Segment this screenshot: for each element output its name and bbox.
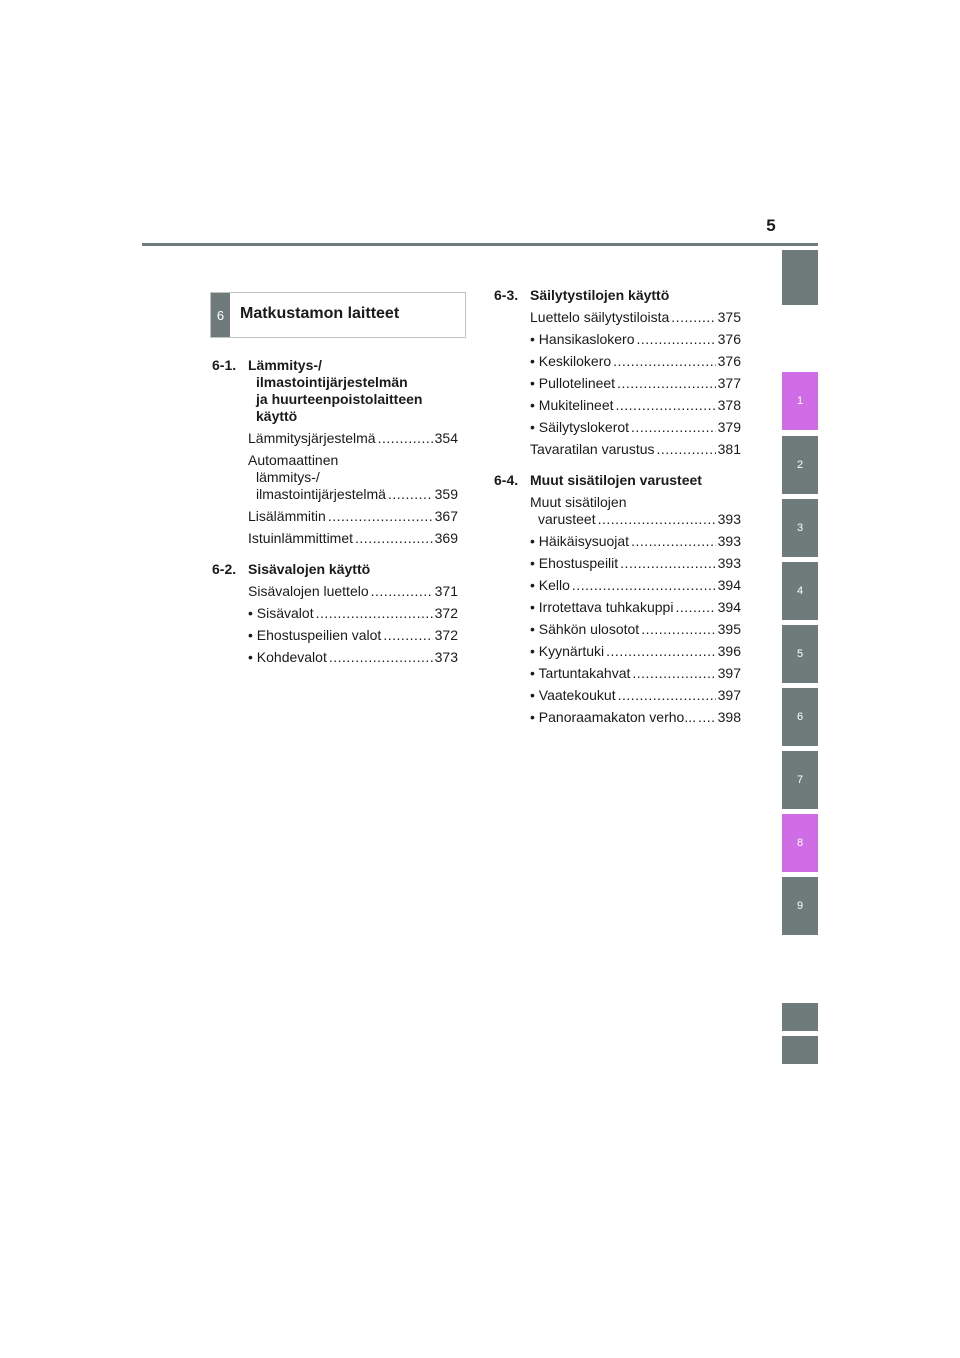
toc-entry-label: Tavaratilan varustus: [530, 441, 655, 457]
toc-entry-page: 378: [717, 397, 741, 413]
toc-entry-label: • Ehostuspeilien valot: [248, 627, 382, 643]
toc-entry-label: Automaattinen: [248, 452, 339, 468]
toc-entry-page: 359: [434, 486, 458, 502]
section-number: 6: [211, 293, 230, 337]
toc-entry-label: Sisävalojen luettelo: [248, 583, 369, 599]
toc-entry[interactable]: [530, 494, 741, 528]
toc-group-number: 6-2.: [212, 561, 237, 577]
dot-leader: [371, 583, 433, 600]
chapter-tab-blank[interactable]: [782, 1036, 818, 1064]
dot-leader: [388, 486, 433, 503]
toc-entry[interactable]: [530, 709, 741, 726]
dot-leader: [618, 687, 716, 704]
toc-entry[interactable]: [248, 605, 458, 622]
toc-entry-label: varusteet: [538, 511, 596, 527]
toc-entry[interactable]: [530, 331, 741, 348]
toc-entry-label: • Häikäisysuojat: [530, 533, 630, 549]
dot-leader: [675, 599, 715, 616]
chapter-tab-4[interactable]: 4: [782, 562, 818, 620]
toc-column-right: [494, 287, 741, 740]
toc-entry-label: ilmastointijärjestelmä: [256, 486, 386, 502]
toc-entry-page: 354: [434, 430, 458, 446]
toc-group-number: 6-1.: [212, 357, 237, 373]
toc-entry-label: • Tartuntakahvat: [530, 665, 631, 681]
toc-group-title: Lämmitys-/ ilmastointijärjestelmän ja huurteenpoistolaitteen käyttö: [248, 357, 423, 424]
toc-group: [494, 287, 741, 458]
section-header: [210, 292, 466, 338]
dot-leader: [316, 605, 433, 622]
dot-leader: [572, 577, 716, 594]
chapter-tab-blank[interactable]: [782, 1003, 818, 1031]
toc-entry[interactable]: [530, 397, 741, 414]
dot-leader: [378, 430, 433, 447]
dot-leader: [616, 397, 716, 414]
toc-entry[interactable]: [248, 452, 458, 503]
toc-entry[interactable]: [530, 665, 741, 682]
toc-entry-page: 393: [717, 511, 741, 527]
toc-entry-page: 394: [717, 599, 741, 615]
dot-leader: [698, 709, 716, 726]
toc-entry[interactable]: [530, 621, 741, 638]
dot-leader: [637, 331, 716, 348]
toc-entry-page: 372: [434, 627, 458, 643]
dot-leader: [631, 419, 716, 436]
toc-entry-label: • Mukitelineet: [530, 397, 614, 413]
toc-entry-page: 377: [717, 375, 741, 391]
chapter-tab-7[interactable]: 7: [782, 751, 818, 809]
toc-entry-page: 381: [717, 441, 741, 457]
toc-entry-label: • Säilytyslokerot: [530, 419, 630, 435]
toc-entry[interactable]: [248, 508, 458, 525]
toc-entry[interactable]: [248, 430, 458, 447]
dot-leader: [613, 353, 715, 370]
toc-entry-label: • Kyynärtuki: [530, 643, 605, 659]
toc-entry-page: 397: [717, 687, 741, 703]
dot-leader: [620, 555, 715, 572]
toc-entry-page: 393: [717, 555, 741, 571]
dot-leader: [598, 511, 716, 528]
toc-entry-label: • Ehostuspeilit: [530, 555, 619, 571]
toc-entry[interactable]: [530, 309, 741, 326]
toc-entry-label: Lisälämmitin: [248, 508, 326, 524]
chapter-tab-3[interactable]: 3: [782, 499, 818, 557]
toc-entry-label: Luettelo säilytystiloista: [530, 309, 670, 325]
toc-entry-label: • Pullotelineet: [530, 375, 616, 391]
toc-entry[interactable]: [248, 649, 458, 666]
toc-entry[interactable]: [530, 643, 741, 660]
toc-entry-label: • Keskilokero: [530, 353, 612, 369]
toc-entry[interactable]: [248, 530, 458, 547]
toc-group-heading[interactable]: [212, 357, 458, 425]
chapter-tab-1[interactable]: 1: [782, 372, 818, 430]
toc-entry-label: • Irrotettava tuhkakuppi: [530, 599, 674, 615]
toc-entry-page: 393: [717, 533, 741, 549]
toc-entry[interactable]: [530, 375, 741, 392]
toc-entry[interactable]: [530, 687, 741, 704]
toc-entry[interactable]: [530, 441, 741, 458]
toc-entry-page: 397: [717, 665, 741, 681]
dot-leader: [355, 530, 433, 547]
dot-leader: [617, 375, 716, 392]
dot-leader: [657, 441, 716, 458]
toc-group-number: 6-3.: [494, 287, 519, 303]
toc-entry[interactable]: [530, 533, 741, 550]
toc-group: [494, 472, 741, 726]
toc-entry-label: • Panoraamakaton verho...: [530, 709, 696, 725]
toc-entry-page: 369: [434, 530, 458, 546]
toc-entry-label: • Sisävalot: [248, 605, 314, 621]
toc-entry-label: Istuinlämmittimet: [248, 530, 354, 546]
toc-entry-page: 367: [434, 508, 458, 524]
dot-leader: [329, 649, 433, 666]
toc-column-left: [212, 357, 458, 680]
chapter-tab-6[interactable]: 6: [782, 688, 818, 746]
toc-group-title: Sisävalojen käyttö: [248, 561, 371, 577]
dot-leader: [606, 643, 715, 660]
toc-group-heading[interactable]: [494, 472, 741, 489]
toc-entry-page: 371: [434, 583, 458, 599]
chapter-tab-blank[interactable]: [782, 250, 818, 305]
toc-entry-label: • Kohdevalot: [248, 649, 327, 665]
dot-leader: [671, 309, 715, 326]
toc-entry-label: • Vaatekoukut: [530, 687, 616, 703]
dot-leader: [328, 508, 433, 525]
toc-entry-page: 394: [717, 577, 741, 593]
toc-entry[interactable]: [248, 627, 458, 644]
dot-leader: [383, 627, 432, 644]
toc-entry-label: • Hansikaslokero: [530, 331, 635, 347]
toc-group: [212, 561, 458, 666]
chapter-tab-9[interactable]: 9: [782, 877, 818, 935]
toc-entry-page: 376: [717, 353, 741, 369]
toc-group-number: 6-4.: [494, 472, 519, 488]
dot-leader: [641, 621, 715, 638]
chapter-tab-8[interactable]: 8: [782, 814, 818, 872]
dot-leader: [631, 533, 716, 550]
toc-entry[interactable]: [248, 583, 458, 600]
toc-group-title: Säilytystilojen käyttö: [530, 287, 670, 303]
toc-entry-page: 376: [717, 331, 741, 347]
dot-leader: [632, 665, 715, 682]
toc-entry[interactable]: [530, 419, 741, 436]
toc-entry-page: 375: [717, 309, 741, 325]
toc-group-heading[interactable]: [494, 287, 741, 304]
toc-entry-page: 398: [717, 709, 741, 725]
toc-entry[interactable]: [530, 577, 741, 594]
toc-entry-label: lämmitys-/: [256, 469, 320, 485]
section-title: Matkustamon laitteet: [240, 305, 400, 322]
toc-entry-label: Lämmitysjärjestelmä: [248, 430, 376, 446]
page-number: 5: [766, 216, 776, 235]
toc-entry[interactable]: [530, 599, 741, 616]
toc-entry-page: 379: [717, 419, 741, 435]
toc-entry-page: 372: [434, 605, 458, 621]
toc-entry-page: 395: [717, 621, 741, 637]
toc-entry-label: • Sähkön ulosotot: [530, 621, 640, 637]
header-rule: [142, 243, 818, 246]
toc-entry[interactable]: [530, 555, 741, 572]
toc-entry-page: 396: [717, 643, 741, 659]
toc-entry-label: Muut sisätilojen: [530, 494, 627, 510]
toc-group: [212, 357, 458, 547]
toc-entry[interactable]: [530, 353, 741, 370]
chapter-tab-5[interactable]: 5: [782, 625, 818, 683]
toc-entry-page: 373: [434, 649, 458, 665]
toc-entry-label: • Kello: [530, 577, 570, 593]
toc-group-heading[interactable]: [212, 561, 458, 578]
chapter-tab-2[interactable]: 2: [782, 436, 818, 494]
toc-group-title: Muut sisätilojen varusteet: [530, 472, 702, 488]
